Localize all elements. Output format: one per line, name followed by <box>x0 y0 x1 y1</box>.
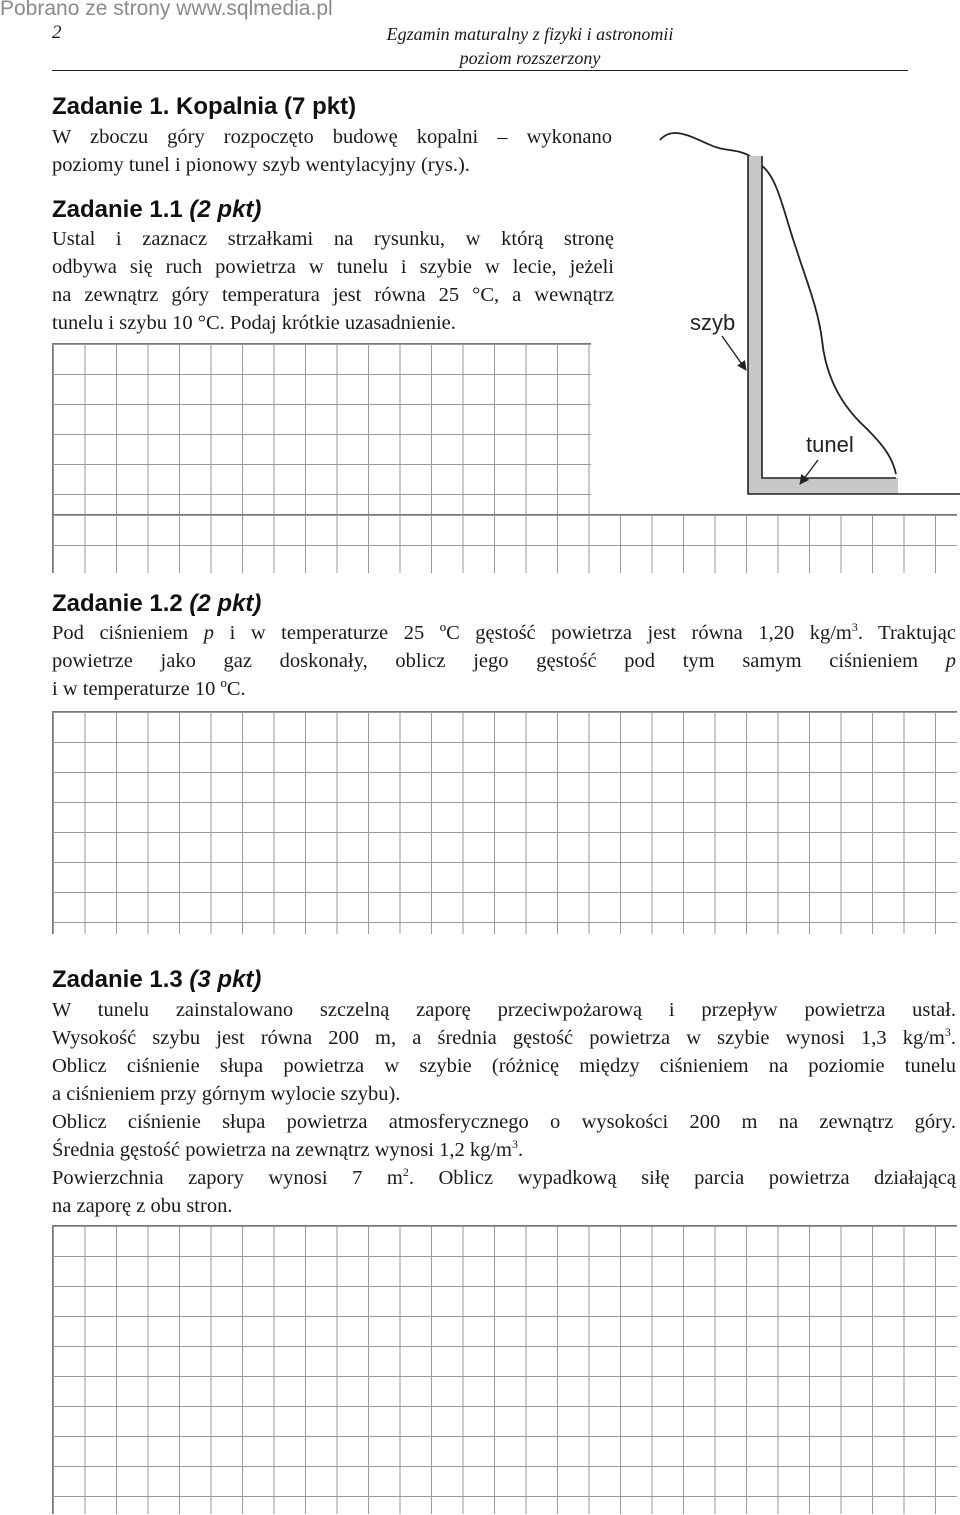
task1-intro-line: poziomy tunel i pionowy szyb wentylacyjny (rys.). <box>52 154 470 176</box>
shaft-label: szyb <box>690 310 736 335</box>
tunnel-fill <box>748 478 898 494</box>
pressure-symbol: p <box>203 622 215 644</box>
task1-3-line-7: Powierzchnia zapory wynosi 7 $m^2$. Oblicz wypadkową siłę parcia powietrza działającą <box>52 1165 956 1189</box>
task1-2-line-1: Pod ciśnieniem p i w temperaturze 25 ºC gęstość powietrza jest równa 1,20 $kg/m^3$. Traktując <box>52 620 956 644</box>
task1-3-line-6: Średnia gęstość powietrza na zewnątrz wynosi 1,2 $kg/m^3$. <box>52 1137 524 1161</box>
source-watermark: Pobrano ze strony www.sqlmedia.pl <box>0 0 333 20</box>
shaft-pointer-arrow <box>722 336 746 370</box>
task1-3-heading <box>52 966 261 994</box>
task1-2-points: (2 pkt) <box>189 590 262 617</box>
task1-2-text <box>52 619 956 703</box>
shaft-fill <box>748 156 762 494</box>
task1-1-number: Zadanie 1.1 <box>52 196 183 223</box>
task1-2-line-2: powietrze jako gaz doskonały, oblicz jego gęstość pod tym samym ciśnieniem p <box>52 650 956 672</box>
task1-1-line: tunelu i szybu 10 °C. Podaj krótkie uzasadnienie. <box>52 312 456 334</box>
task1-3-line-3: Oblicz ciśnienie słupa powietrza w szybie (różnicę między ciśnieniem na poziomie tunelu <box>52 1055 956 1077</box>
task1-1-line: Ustal i zaznacz strzałkami na rysunku, w którą stronę <box>52 228 614 250</box>
task1-2-heading <box>52 590 261 618</box>
task1-3-line-5: Oblicz ciśnienie słupa powietrza atmosferycznego o wysokości 200 m na zewnątrz góry. <box>52 1111 956 1133</box>
exam-title: Egzamin maturalny z fizyki i astronomii <box>386 24 674 44</box>
task1-3-line-4: a ciśnieniem przy górnym wylocie szybu). <box>52 1083 401 1105</box>
task1-2-number: Zadanie 1.2 <box>52 590 183 617</box>
ground-surface <box>660 133 750 156</box>
header-divider <box>52 70 908 71</box>
exam-header <box>300 22 760 70</box>
mine-cross-section-figure <box>600 118 960 518</box>
answer-grid-1-1-upper[interactable] <box>52 343 591 517</box>
pressure-symbol: p <box>945 650 956 672</box>
task1-3-text <box>52 996 956 1220</box>
answer-grid-1-3[interactable] <box>52 1225 957 1514</box>
hillside-slope <box>762 166 896 474</box>
exam-level: poziom rozszerzony <box>459 48 601 68</box>
task1-intro <box>52 123 612 179</box>
answer-grid-1-1-lower[interactable] <box>52 514 957 573</box>
task1-3-line-1: W tunelu zainstalowano szczelną zaporę przeciwpożarową i przepływ powietrza ustał. <box>52 999 956 1021</box>
answer-grid-1-2[interactable] <box>52 711 957 934</box>
task1-3-line-2: Wysokość szybu jest równa 200 m, a średnia gęstość powietrza w szybie wynosi 1,3 $kg/m^3$. <box>52 1025 956 1049</box>
task1-3-number: Zadanie 1.3 <box>52 966 183 993</box>
task1-1-text <box>52 225 614 337</box>
task1-1-line: na zewnątrz góry temperatura jest równa 25 °C, a wewnątrz <box>52 284 614 306</box>
mine-outer-outline <box>748 156 960 494</box>
task1-1-points: (2 pkt) <box>189 196 262 223</box>
task1-heading: Zadanie 1. Kopalnia (7 pkt) <box>52 93 357 120</box>
tunnel-label: tunel <box>806 432 854 457</box>
task1-3-points: (3 pkt) <box>189 966 262 993</box>
task1-1-line: odbywa się ruch powietrza w tunelu i szybie w lecie, jeżeli <box>52 256 614 278</box>
task1-intro-line: W zboczu góry rozpoczęto budowę kopalni – wykonano <box>52 126 612 148</box>
task1-1-heading <box>52 196 261 224</box>
task1-3-line-8: na zaporę z obu stron. <box>52 1195 233 1217</box>
page-number: 2 <box>52 22 62 43</box>
task1-2-line-3: i w temperaturze 10 ºC. <box>52 678 246 700</box>
